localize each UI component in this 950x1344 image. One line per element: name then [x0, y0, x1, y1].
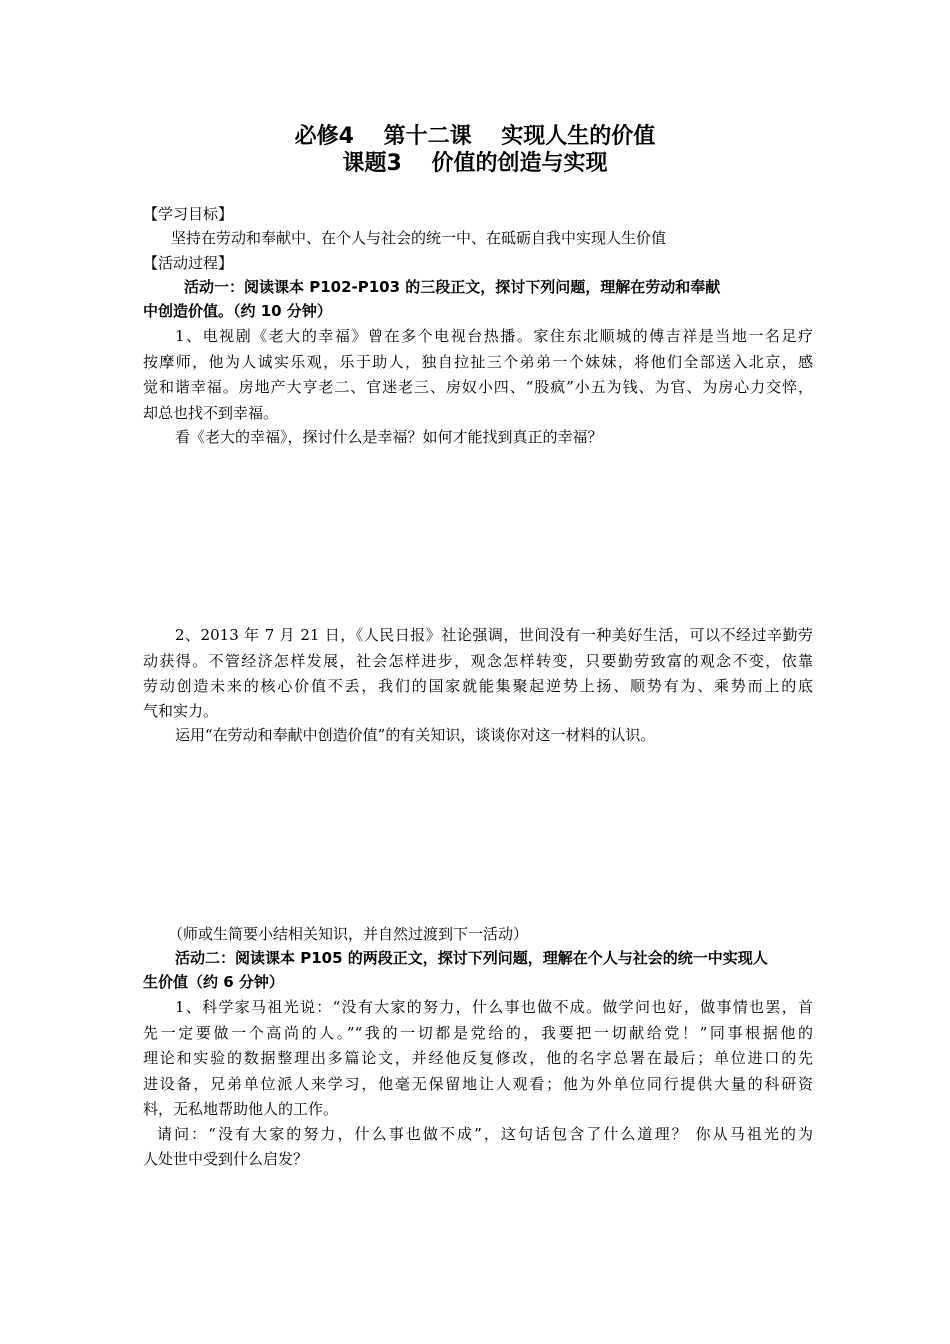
activity2-q1-line: 先一定要做一个高尚的人。”“我的一切都是党给的，我要把一切献给党！”同事根据他的: [143, 1024, 813, 1042]
activity1-q2-line: 2、2013 年 7 月 21 日，《人民日报》社论强调，世间没有一种美好生活，可以不经过辛勤劳: [175, 626, 813, 644]
activity1-q2-line: 劳动创造未来的核心价值不丢，我们的国家就能集聚起逆势上扬、顺势有为、乘势而上的底: [143, 677, 813, 695]
page-title-line2: 课题3 价值的创造与实现: [342, 151, 608, 176]
activity2-q1-question-line: 请问：“没有大家的努力，什么事也做不成”，这句话包含了什么道理？ 你从马祖光的为: [157, 1125, 813, 1143]
activity1-q1-line: 1、电视剧《老大的幸福》曾在多个电视台热播。家住东北顺城的傅吉祥是当地一名足疗: [175, 327, 813, 345]
activity1-q1-line: 按摩师，他为人诚实乐观，乐于助人，独自拉扯三个弟弟一个妹妹，将他们全部送入北京，感: [143, 353, 813, 371]
page-title-line1: 必修4 第十二课 实现人生的价值: [294, 124, 656, 149]
activity1-q2-line: 动获得。不管经济怎样发展，社会怎样进步，观念怎样转变，只要勤劳致富的观念不变，依靠: [143, 652, 813, 670]
activity1-q1-line: 却总也找不到幸福。: [143, 404, 279, 422]
activity2-q1-line: 进设备，兄弟单位派人来学习，他毫无保留地让人观看；他为外单位同行提供大量的科研资: [143, 1075, 813, 1093]
activity1-q2-question: 运用“在劳动和奉献中创造价值”的有关知识，谈谈你对这一材料的认识。: [175, 726, 656, 744]
goals-heading: 【学习目标】: [143, 205, 234, 223]
process-heading: 【活动过程】: [143, 254, 234, 272]
activity1-heading-line1: 活动一：阅读课本 P102-P103 的三段正文，探讨下列问题，理解在劳动和奉献: [184, 278, 721, 296]
activity1-q2-line: 气和实力。: [143, 702, 219, 720]
activity2-q1-line: 理论和实验的数据整理出多篇论文，并经他反复修改，他的名字总署在最后；单位进口的先: [143, 1049, 813, 1067]
activity2-heading-line2: 生价值（约 6 分钟）: [143, 973, 284, 991]
activity2-q1-line: 1、科学家马祖光说：“没有大家的努力，什么事也做不成。做学问也好，做事情也罢，首: [175, 998, 813, 1016]
activity1-summary: （师或生简要小结相关知识，并自然过渡到下一活动）: [168, 925, 529, 943]
goals-text: 坚持在劳动和奉献中、在个人与社会的统一中、在砥砺自我中实现人生价值: [171, 229, 667, 247]
activity2-q1-question-line: 人处世中受到什么启发？: [143, 1150, 309, 1168]
activity1-q1-line: 觉和谐幸福。房地产大亨老二、官迷老三、房奴小四、“股疯”小五为钱、为官、为房心力交悴，: [143, 378, 813, 396]
activity1-q1-question: 看《老大的幸福》，探讨什么是幸福？如何才能找到真正的幸福？: [175, 428, 603, 446]
activity1-heading-line2: 中创造价值。（约 10 分钟）: [143, 302, 332, 320]
activity2-q1-line: 料，无私地帮助他人的工作。: [143, 1100, 339, 1118]
activity2-heading-line1: 活动二：阅读课本 P105 的两段正文，探讨下列问题，理解在个人与社会的统一中实现人: [175, 949, 768, 967]
